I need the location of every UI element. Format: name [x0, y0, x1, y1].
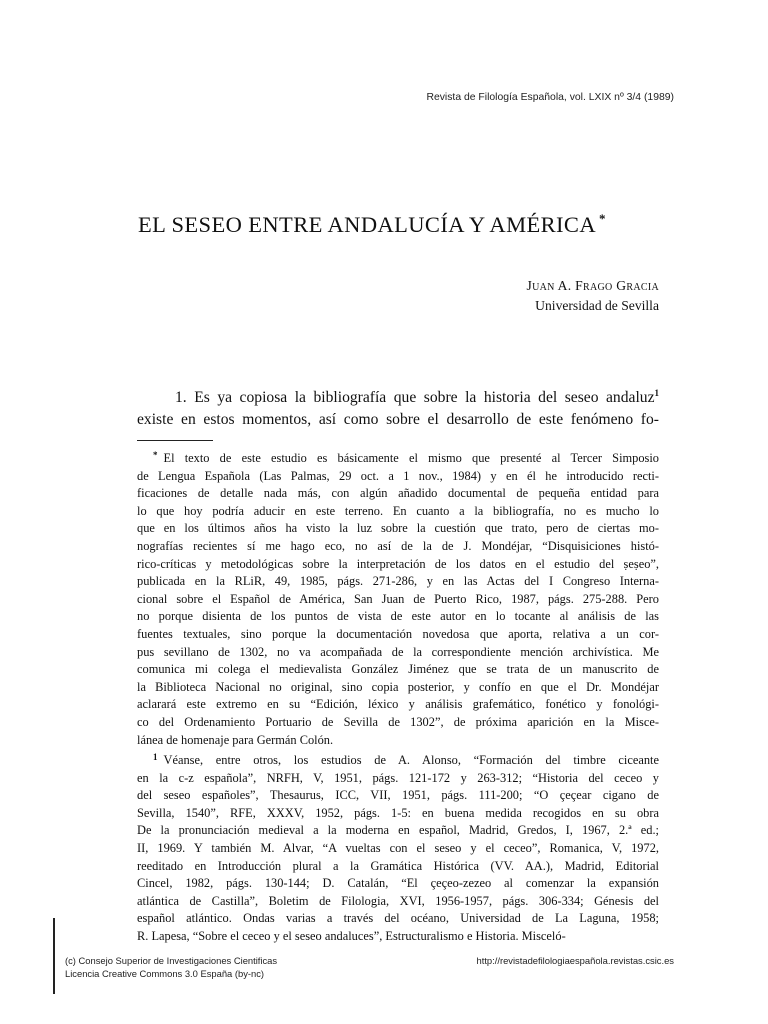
footnote-line-text: del seseo españoles”, Thesaurus, ICC, VII, 1951, págs. 111-200; “O çeçear cigano de — [137, 788, 659, 803]
footer-license-line: (c) Consejo Superior de Investigaciones Cientificas — [65, 955, 278, 966]
footnote-line — [137, 468, 659, 486]
footnote-line-text: R. Lapesa, “Sobre el ceceo y el seseo andaluces”, Estructuralismo e Historia. Misceló- — [137, 929, 566, 944]
footnote-1 — [137, 749, 659, 946]
footnote-line — [137, 573, 659, 591]
footnote-rule — [137, 440, 213, 441]
footnote-line — [137, 626, 659, 644]
footnote-line — [137, 928, 659, 946]
footnote-line — [137, 858, 659, 876]
footnote-line-text: atlántica de Castilla”, Boletim de Filologia, XVI, 1956-1957, págs. 306-334; Génesis del — [137, 893, 659, 908]
footnote-line — [137, 447, 659, 468]
footer-license-line: Licencia Creative Commons 3.0 España (by-nc) — [65, 968, 265, 979]
footnotes — [137, 447, 659, 946]
footnote-line-text: que en los últimos años ha visto la luz sobre la cuestión que trato, pero de ciertas mo- — [137, 521, 659, 536]
footnote-line-text: no porque disienta de los puntos de vista de este autor en lo tocante al análisis de las — [137, 609, 659, 624]
article-title — [138, 211, 678, 238]
footnote-line-text: lo que hoy podría aducir en este terreno. En cuanto a la bibliografía, no es mucho lo — [137, 503, 659, 518]
author-block — [527, 276, 659, 316]
footnote-line-text: español atlántico. Ondas varias a través del océano, Universidad de La Laguna, 1958; — [137, 911, 659, 926]
footnote-line — [137, 608, 659, 626]
footnote-line — [137, 770, 659, 788]
footnote-line-text: De la pronunciación medieval a la moderna en español, Madrid, Gredos, I, 1967, 2.ª ed.; — [137, 823, 659, 838]
footnote-ref: 1 — [654, 388, 659, 398]
footnote-line-text: El texto de este estudio es básicamente el mismo que presenté al Tercer Simposio — [163, 451, 659, 465]
footnote-line-text: la Biblioteca Nacional no original, sino copia posterior, y confío en que el Dr. Mondéjar — [137, 679, 659, 694]
footnote-line-text: en la c-z española”, NRFH, V, 1951, págs. 121-172 y 263-312; “Historia del ceceo y — [137, 770, 659, 785]
footnote-line — [137, 875, 659, 893]
footnote-line — [137, 787, 659, 805]
running-head: Revista de Filología Española, vol. LXIX nº 3/4 (1989) — [426, 92, 674, 103]
body-line-text: 1. Es ya copiosa la bibliografía que sobre la historia del seseo andaluz — [175, 389, 655, 406]
footnote-line-text: aclarará este extremo en su “Edición, léxico y análisis grafemático, fonético y fonológi- — [137, 697, 659, 712]
footnote-line-text: Cincel, 1982, págs. 130-144; D. Catalán, “El çeçeo-zezeo al comenzar la expansión — [137, 876, 659, 891]
footnote-line — [137, 840, 659, 858]
author-affiliation: Universidad de Sevilla — [535, 298, 659, 313]
footnote-line-text: reeditado en Introducción plural a la Gramática Histórica (VV. AA.), Madrid, Editorial — [137, 858, 659, 873]
footer-license — [65, 954, 277, 980]
footnote-line-text: pus sevillano de 1302, no va acompañada de la correspondiente mención archivística. Me — [137, 644, 659, 659]
body-paragraph — [137, 382, 659, 431]
footnote-line — [137, 644, 659, 662]
footnote-line-text: rico-críticas y metodológicas sobre la interpretación de los datos en el estudio del ṣeṣeo”, — [137, 556, 659, 571]
footnote-line — [137, 822, 659, 840]
footnote-mark: 1 — [153, 752, 158, 763]
footnote-line — [137, 591, 659, 609]
footnote-line-text: de Lengua Española (Las Palmas, 29 oct. a 1 nov., 1984) y en él he introducido recti- — [137, 468, 659, 483]
footnote-line — [137, 805, 659, 823]
article-title-text: EL SESEO ENTRE ANDALUCÍA Y AMÉRICA — [138, 212, 596, 237]
footnote-line-text: nografías recientes sí me hago eco, no así de la de J. Mondéjar, “Disquisiciones histó- — [137, 538, 659, 553]
footnote-mark: * — [153, 450, 158, 460]
footnote-line — [137, 503, 659, 521]
footnote-line — [137, 714, 659, 732]
footnote-line — [137, 485, 659, 503]
footnote-line — [137, 910, 659, 928]
footnote-line-text: Véanse, entre otros, los estudios de A. Alonso, “Formación del timbre ciceante — [163, 753, 659, 768]
footnote-line — [137, 749, 659, 770]
footnote-line — [137, 538, 659, 556]
footnote-line-text: fuentes textuales, sino porque la documentación novedosa que aporta, relativa a un cor- — [137, 626, 659, 641]
footnote-line — [137, 661, 659, 679]
footnote-line-text: II, 1969. Y también M. Alvar, “A vueltas con el seseo y el ceceo”, Romanica, V, 1972, — [137, 841, 659, 856]
title-footnote-mark: * — [598, 211, 606, 226]
footnote-line-text: lánea de homenaje para Germán Colón. — [137, 732, 334, 747]
footnote-line-text: cional sobre el Español de América, San Juan de Puerto Rico, 1987, págs. 275-288. Pero — [137, 591, 659, 606]
body-line: existe en estos momentos, así como sobre el desarrollo de este fenómeno fo- — [137, 411, 659, 428]
margin-mark — [53, 918, 55, 994]
footnote-line-text: publicada en la RLiR, 49, 1985, págs. 271-286, y en las Actas del I Congreso Interna- — [137, 574, 659, 589]
footnote-line — [137, 520, 659, 538]
footer-url-link[interactable]: http://revistadefilologiaespañola.revistas.csic.es — [476, 955, 674, 966]
footnote-line — [137, 732, 659, 750]
author-name: Juan A. Frago Gracia — [526, 278, 659, 293]
footnote-star — [137, 447, 659, 749]
footnote-line-text: Sevilla, 1540”, RFE, XXXV, 1952, págs. 1-5: en buena medida recogidos en su obra — [137, 805, 659, 820]
body-line — [137, 382, 659, 409]
footnote-line — [137, 696, 659, 714]
footnote-line-text: ficaciones de detalle nada más, con algún añadido documental de pequeña entidad para — [137, 486, 659, 501]
footnote-line — [137, 893, 659, 911]
footnote-line-text: co del Ordenamiento Portuario de Sevilla de 1302”, de próxima aparición en la Miscе- — [137, 714, 659, 729]
footnote-line-text: comunica mi colega el medievalista González Jiménez que se trata de un manuscrito de — [137, 662, 659, 677]
footnote-line — [137, 679, 659, 697]
footnote-line — [137, 556, 659, 574]
